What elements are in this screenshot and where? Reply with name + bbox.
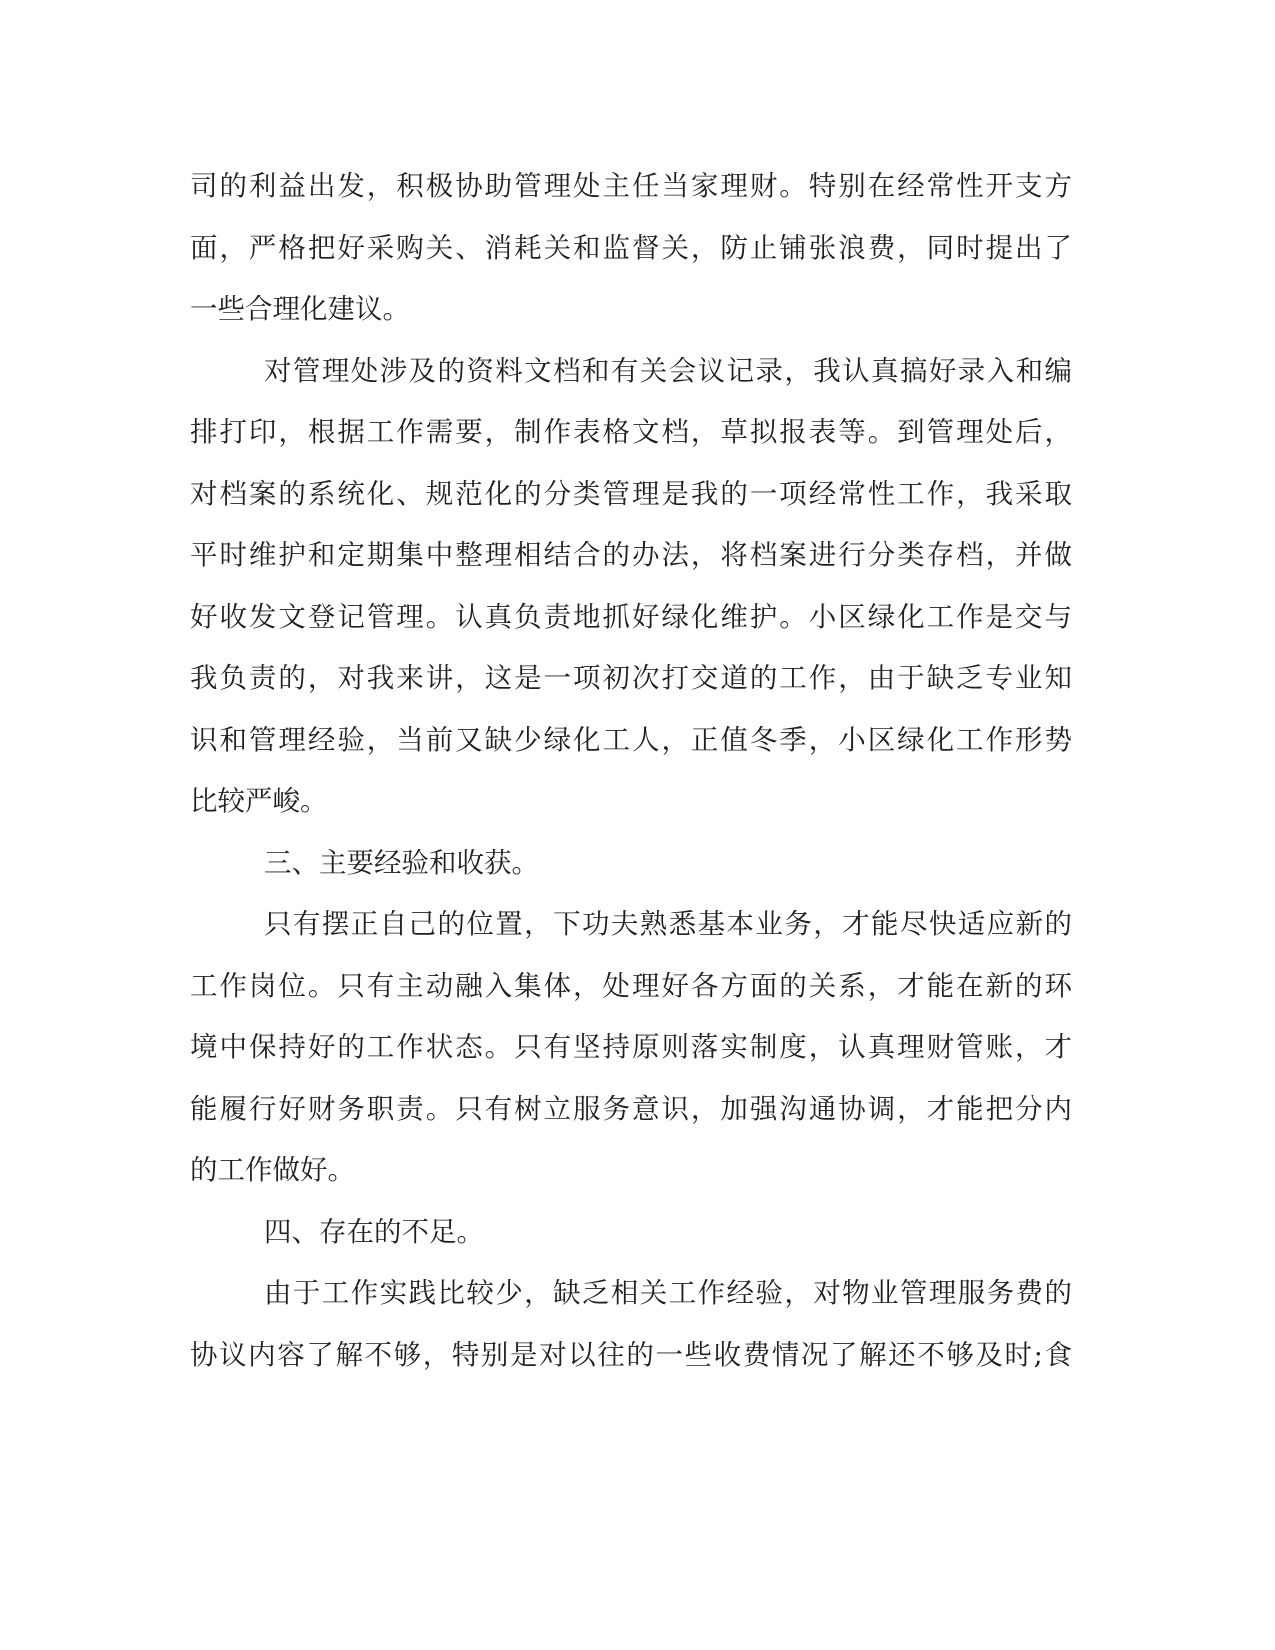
paragraph-first-line: 只有摆正自己的位置，下功夫熟悉基本业务，才能尽快适应新的 [264,908,1072,940]
text-line: 平时维护和定期集中整理相结合的办法，将档案进行分类存档，并做 [190,539,1072,571]
text-line: 境中保持好的工作状态。只有坚持原则落实制度，认真理财管账，才 [190,1031,1072,1063]
text-line: 识和管理经验，当前又缺少绿化工人，正值冬季，小区绿化工作形势 [190,723,1072,756]
text-line: 的工作做好。 [190,1154,355,1186]
text-line: 我负责的，对我来讲，这是一项初次打交道的工作，由于缺乏专业知 [190,662,1072,694]
text-line: 工作岗位。只有主动融入集体，处理好各方面的关系，才能在新的环 [190,969,1072,1002]
text-line: 司的利益出发，积极协助管理处主任当家理财。特别在经常性开支方 [190,170,1072,202]
text-line: 一些合理化建议。 [190,293,410,325]
document-body [190,156,1090,1386]
text-line: 排打印，根据工作需要，制作表格文档，草拟报表等。到管理处后， [190,416,1072,448]
text-line: 协议内容了解不够，特别是对以往的一些收费情况了解还不够及时;食 [190,1338,1072,1371]
paragraph-first-line: 由于工作实践比较少，缺乏相关工作经验，对物业管理服务费的 [264,1277,1072,1309]
text-line: 好收发文登记管理。认真负责地抓好绿化维护。小区绿化工作是交与 [190,600,1072,633]
paragraph-first-line: 对管理处涉及的资料文档和有关会议记录，我认真搞好录入和编 [264,354,1072,387]
text-line: 对档案的系统化、规范化的分类管理是我的一项经常性工作，我采取 [190,477,1072,510]
text-line: 面，严格把好采购关、消耗关和监督关，防止铺张浪费，同时提出了 [190,231,1072,264]
section-heading: 四、存在的不足。 [264,1215,484,1248]
section-heading: 三、主要经验和收获。 [264,846,539,879]
text-line: 能履行好财务职责。只有树立服务意识，加强沟通协调，才能把分内 [190,1092,1072,1125]
text-line: 比较严峻。 [190,785,328,817]
